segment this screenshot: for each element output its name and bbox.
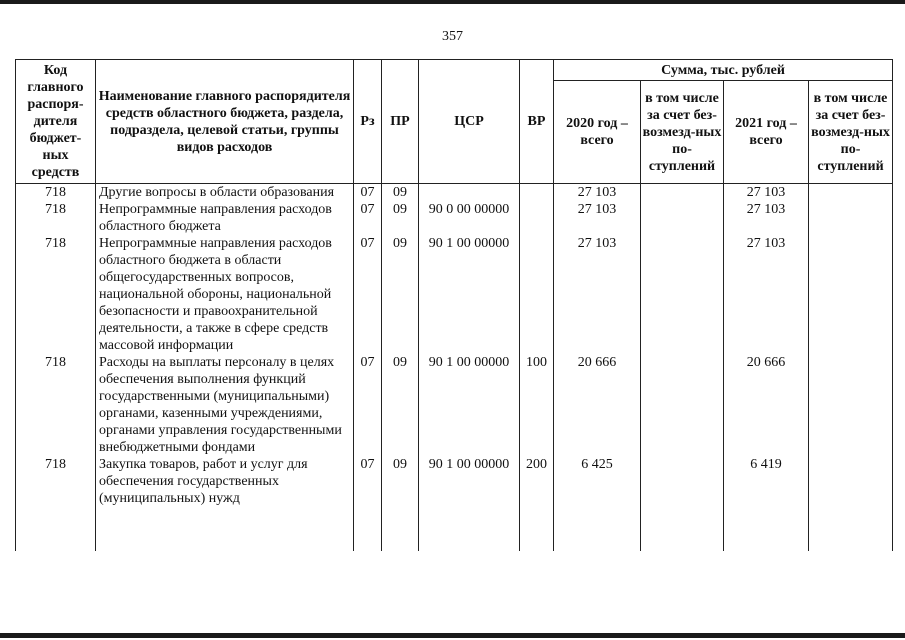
cell-2021-total: 6 419: [724, 456, 809, 507]
cell-pr: 09: [382, 201, 419, 235]
cell-pr: 09: [382, 456, 419, 507]
cell-2020-total: 27 103: [554, 201, 641, 235]
cell-2020-total: 20 666: [554, 354, 641, 456]
cell-csr: 90 1 00 00000: [419, 456, 520, 507]
cell-rz: 07: [354, 456, 382, 507]
cell-vr: [520, 201, 554, 235]
table-row: [16, 354, 893, 456]
cell-rz: 07: [354, 354, 382, 456]
cell-2020-grants: [641, 456, 724, 507]
cell-code: 718: [16, 354, 96, 456]
cell-rz: 07: [354, 235, 382, 354]
top-border-rule: [0, 0, 905, 4]
bottom-border-rule: [0, 633, 905, 638]
budget-table: [15, 59, 893, 551]
cell-2020-total: 27 103: [554, 235, 641, 354]
cell-2021-grants: [809, 235, 893, 354]
cell-pr: 09: [382, 354, 419, 456]
header-2020-grants: в том числе за счет без-возмезд-ных по-ступлений: [641, 81, 724, 184]
header-csr: ЦСР: [419, 60, 520, 184]
cell-2021-total: 27 103: [724, 184, 809, 202]
cell-2021-total: 20 666: [724, 354, 809, 456]
cell-rz: 07: [354, 184, 382, 202]
header-2020-total: 2020 год – всего: [554, 81, 641, 184]
cell-code: 718: [16, 456, 96, 507]
cell-code: 718: [16, 201, 96, 235]
cell-pr: 09: [382, 184, 419, 202]
table-row: [16, 184, 893, 202]
cell-2020-grants: [641, 235, 724, 354]
header-rz: Рз: [354, 60, 382, 184]
cell-name: Другие вопросы в области образования: [96, 184, 354, 202]
cell-vr: [520, 235, 554, 354]
cell-csr: [419, 184, 520, 202]
cell-2020-grants: [641, 184, 724, 202]
header-name: Наименование главного распорядителя средств областного бюджета, раздела, подраздела, целевой статьи, группы видов расходов: [96, 60, 354, 184]
cell-rz: 07: [354, 201, 382, 235]
header-pr: ПР: [382, 60, 419, 184]
cell-2020-total: 27 103: [554, 184, 641, 202]
cell-name: Расходы на выплаты персоналу в целях обеспечения выполнения функций государственными (муниципальными) органами, казенными учреждениями, органами управления государственными внебюджетными фондами: [96, 354, 354, 456]
cell-vr: [520, 184, 554, 202]
cell-code: 718: [16, 235, 96, 354]
table-filler-row: [16, 507, 893, 551]
table-body: [16, 184, 893, 552]
cell-name: Непрограммные направления расходов областного бюджета в области общегосударственных вопросов, национальной обороны, национальной безопасности и правоохранительной деятельности, а также в сфере средств массовой информации: [96, 235, 354, 354]
cell-2021-grants: [809, 201, 893, 235]
header-2021-grants: в том числе за счет без-возмезд-ных по-ступлений: [809, 81, 893, 184]
cell-pr: 09: [382, 235, 419, 354]
table-row: [16, 235, 893, 354]
cell-2021-grants: [809, 354, 893, 456]
cell-csr: 90 0 00 00000: [419, 201, 520, 235]
table-row: [16, 201, 893, 235]
cell-2021-grants: [809, 456, 893, 507]
header-2021-total: 2021 год – всего: [724, 81, 809, 184]
header-code: Код главного распоря-дителя бюджет-ных средств: [16, 60, 96, 184]
cell-name: Закупка товаров, работ и услуг для обеспечения государственных (муниципальных) нужд: [96, 456, 354, 507]
cell-name: Непрограммные направления расходов областного бюджета: [96, 201, 354, 235]
cell-2021-grants: [809, 184, 893, 202]
cell-2020-grants: [641, 354, 724, 456]
cell-2020-total: 6 425: [554, 456, 641, 507]
cell-csr: 90 1 00 00000: [419, 235, 520, 354]
header-vr: ВР: [520, 60, 554, 184]
header-sum-group: Сумма, тыс. рублей: [554, 60, 893, 81]
cell-2021-total: 27 103: [724, 235, 809, 354]
cell-2021-total: 27 103: [724, 201, 809, 235]
cell-csr: 90 1 00 00000: [419, 354, 520, 456]
cell-vr: 100: [520, 354, 554, 456]
cell-2020-grants: [641, 201, 724, 235]
cell-vr: 200: [520, 456, 554, 507]
page-number: 357: [442, 29, 463, 44]
cell-code: 718: [16, 184, 96, 202]
table-row: [16, 456, 893, 507]
table-header: [16, 60, 893, 184]
